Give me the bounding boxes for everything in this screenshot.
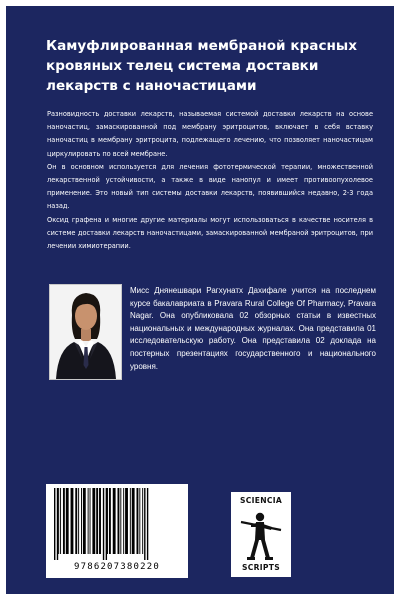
isbn-number: 9786207380220 — [73, 562, 161, 572]
description — [47, 108, 373, 253]
author-portrait-icon — [50, 285, 121, 379]
publisher-logo — [231, 492, 291, 577]
man-with-pole-icon — [239, 508, 283, 562]
author-photo — [49, 284, 122, 380]
book-title: Камуфлированная мембраной красных кровяных телец система доставки лекарств с наночастицами — [46, 38, 357, 94]
author-bio: Мисс Днянешвари Рагхунатх Дахифале учится на последнем курсе бакалавриата в Pravara Rural College Of Pharmacy, Pravara Nagar. Она опубликовала 02 обзорных статьи в известных национальных и международных журналах. Она представила 01 исследовательскую работу. Она представила 02 доклада на постерных презентациях государственного и национального уровня. — [130, 286, 376, 371]
publisher-name-bottom: SCRIPTS — [241, 563, 281, 572]
back-cover — [6, 6, 394, 594]
description-paragraph: Он в основном используется для лечения фототермической терапии, множественной лекарственной устойчивости, а также в виде нанопул и имеет противоопухолевое применение. Это новый тип системы доставки лекарств, появившийся недавно, 2-3 года назад. — [47, 162, 373, 211]
isbn-barcode — [46, 484, 188, 578]
publisher-name-top: SCIENCIA — [239, 496, 283, 505]
description-paragraph: Разновидность доставки лекарств, называемая системой доставки лекарств на основе наночастиц, замаскированной под мембрану эритроцитов, включает в себя вставку наночастиц в мембрану эритроцита, подлежащего лечению, что позволяет наночастицам циркулировать по всей мембране. — [47, 110, 373, 158]
description-paragraph: Оксид графена и многие другие материалы могут использоваться в качестве носителя в системе доставки лекарств наночастицами, замаскированной мембраной эритроцитов, при лечении химиотерапии. — [47, 215, 373, 251]
barcode-icon — [52, 488, 182, 560]
